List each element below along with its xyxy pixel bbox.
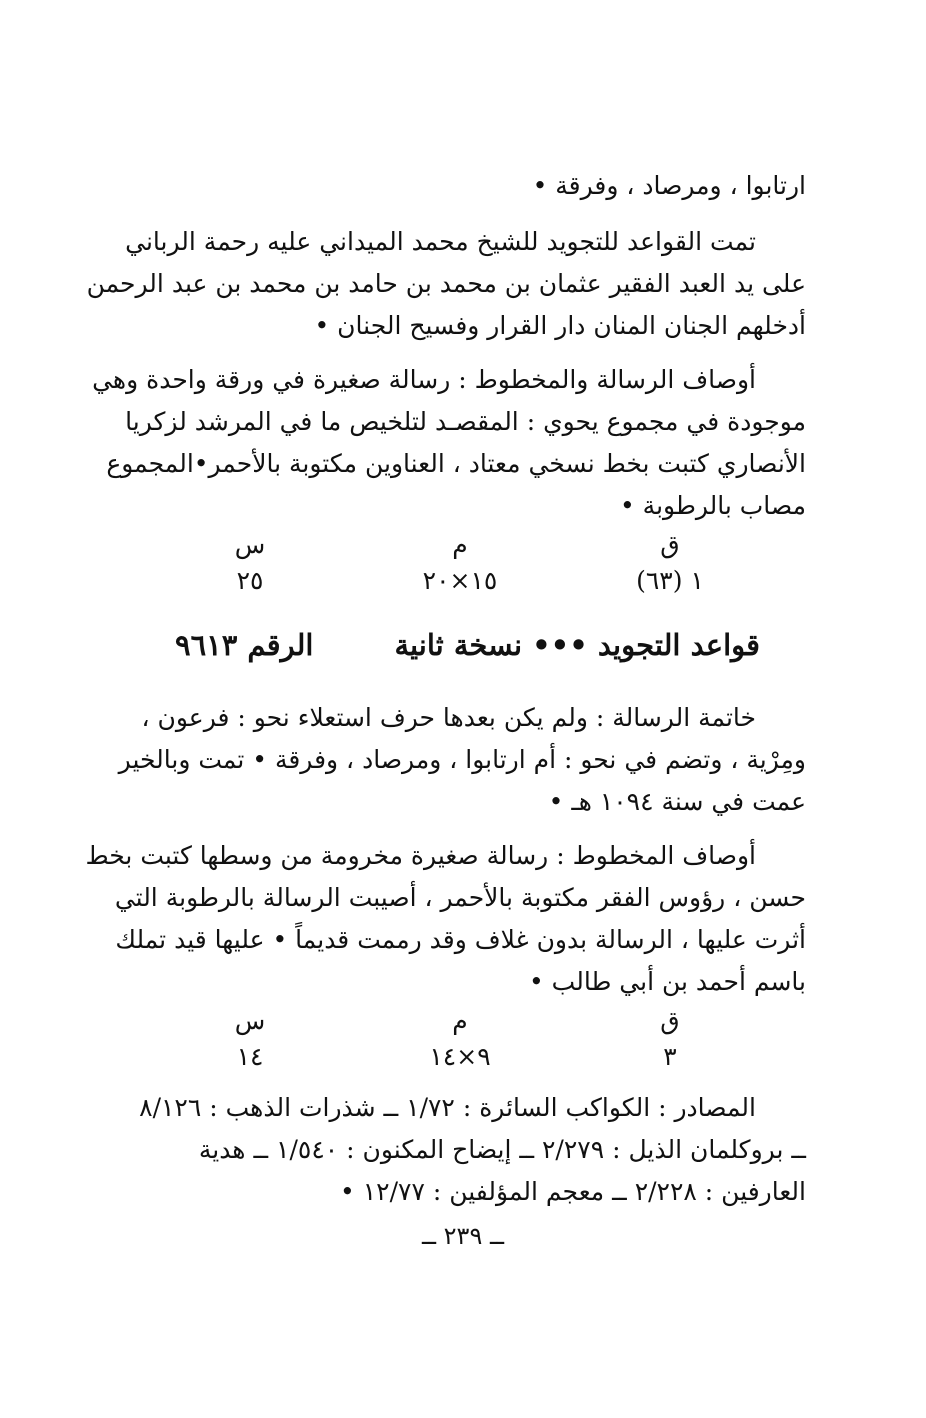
- measure-value-s: ٢٥: [236, 566, 264, 595]
- measure-labels: [180, 1006, 740, 1035]
- measure-label-q: ق: [660, 530, 680, 559]
- measure-value-m: ١٥×٢٠: [422, 566, 498, 595]
- measure-label-m: م: [452, 1006, 468, 1035]
- measure-label-s: س: [234, 530, 266, 559]
- measure-label-m: م: [452, 530, 468, 559]
- measure-value-s: ١٤: [236, 1042, 264, 1071]
- measure-labels: [180, 530, 740, 559]
- page-number: ــ ٢٣٩ ــ: [421, 1222, 505, 1250]
- measure-values: [180, 566, 740, 595]
- description-line: حسن ، رؤوس الفقر مكتوبة بالأحمر ، أصيبت الرسالة بالرطوبة التي: [114, 883, 806, 912]
- measure-value-q: ٣: [663, 1042, 677, 1071]
- description-line: أوصاف الرسالة والمخطوط : رسالة صغيرة في ورقة واحدة وهي: [92, 365, 756, 394]
- description-line: مصاب بالرطوبة •: [619, 491, 806, 520]
- ending-line: خاتمة الرسالة : ولم يكن بعدها حرف استعلاء نحو : فرعون ،: [141, 703, 756, 732]
- description-line: باسم أحمد بن أبي طالب •: [528, 967, 806, 996]
- colophon-line: على يد العبد الفقير عثمان بن محمد بن حامد بن محمد بن عبد الرحمن: [86, 269, 806, 298]
- measure-value-q: ١ (٦٣): [636, 566, 704, 595]
- description-line: موجودة في مجموع يحوي : المقصـد لتلخيص ما في المرشد لزكريا: [125, 407, 806, 436]
- heading-title: قواعد التجويد ••• نسخة ثانية: [394, 628, 760, 662]
- colophon-line: أدخلهم الجنان المنان دار القرار وفسيح الجنان •: [314, 311, 806, 340]
- description-line: أثرت عليها ، الرسالة بدون غلاف وقد رممت قديماً • عليها قيد تملك: [115, 925, 806, 954]
- heading-number: الرقم ٩٦١٣: [175, 628, 314, 662]
- sources-line: المصادر : الكواكب السائرة : ١/٧٢ ــ شذرات الذهب : ٨/١٢٦: [139, 1093, 756, 1122]
- description-line: أوصاف المخطوط : رسالة صغيرة مخرومة من وسطها كتبت بخط: [85, 841, 756, 870]
- ending-line: ومِرْية ، وتضم في نحو : أم ارتابوا ، ومرصاد ، وفرقة • تمت وبالخير: [118, 745, 806, 774]
- ending-line: عمت في سنة ١٠٩٤ هـ •: [548, 787, 806, 816]
- measure-value-m: ٩×١٤: [429, 1042, 491, 1071]
- measure-label-q: ق: [660, 1006, 680, 1035]
- colophon-line: تمت القواعد للتجويد للشيخ محمد الميداني عليه رحمة الرباني: [125, 227, 756, 256]
- section-heading: [175, 628, 760, 662]
- description-line: الأنصاري كتبت بخط نسخي معتاد ، العناوين مكتوبة بالأحمر•المجموع: [106, 449, 806, 478]
- measure-values: [180, 1042, 740, 1071]
- sources-line: ــ بروكلمان الذيل : ٢/٢٧٩ ــ إيضاح المكنون : ١/٥٤٠ ــ هدية: [198, 1135, 806, 1164]
- measure-label-s: س: [234, 1006, 266, 1035]
- sources-line: العارفين : ٢/٢٢٨ ــ معجم المؤلفين : ١٢/٧٧ •: [340, 1177, 806, 1206]
- text-line: ارتابوا ، ومرصاد ، وفرقة •: [532, 171, 806, 200]
